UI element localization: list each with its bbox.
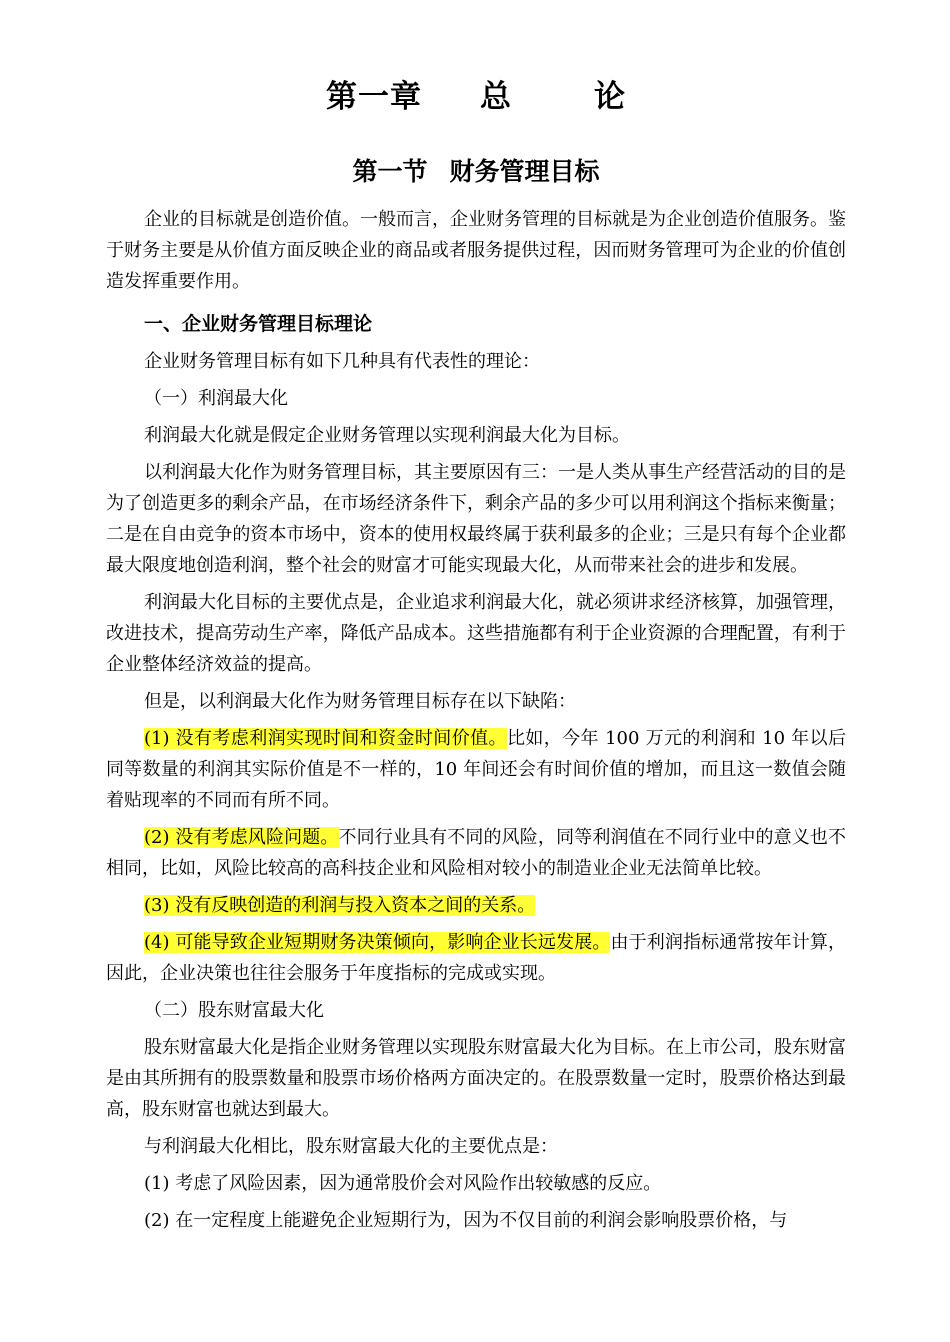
paragraph-profit-advantages: 利润最大化目标的主要优点是，企业追求利润最大化，就必须讲求经济核算，加强管理，改进技术，提高劳动生产率，降低产品成本。这些措施都有利于企业资源的合理配置，有利于企业整体经济效益的提高。 bbox=[106, 592, 846, 675]
section-title bbox=[106, 154, 846, 190]
paragraph-shareholder-advantages-intro: 与利润最大化相比，股东财富最大化的主要优点是： bbox=[144, 1136, 558, 1157]
advantage-item-2: (2) 在一定程度上能避免企业短期行为，因为不仅目前的利润会影响股票价格，与 bbox=[144, 1210, 788, 1231]
highlighted-text: (2) 没有考虑风险问题。 bbox=[144, 827, 339, 848]
highlighted-text: (3) 没有反映创造的利润与投入资本之间的关系。 bbox=[144, 895, 536, 916]
paragraph-profit-definition: 利润最大化就是假定企业财务管理以实现利润最大化为目标。 bbox=[144, 425, 630, 446]
paragraph-theories-intro: 企业财务管理目标有如下几种具有代表性的理论： bbox=[144, 351, 540, 372]
highlighted-text: (4) 可能导致企业短期财务决策倾向，影响企业长远发展。 bbox=[144, 932, 611, 953]
advantage-item-1: (1) 考虑了风险因素，因为通常股价会对风险作出较敏感的反应。 bbox=[144, 1173, 662, 1194]
paragraph-profit-defects-intro: 但是，以利润最大化作为财务管理目标存在以下缺陷： bbox=[144, 691, 576, 712]
chapter-title bbox=[106, 74, 846, 120]
defect-item-1-detail: 比如，今年 100 万元的利润和 10 年以后同等数量的利润其实际价值是不一样的，10 年间还会有时间价值的增加，而且这一数值会随着贴现率的不同而有所不同。 bbox=[106, 728, 846, 811]
highlighted-text: (1) 没有考虑利润实现时间和资金时间价值。 bbox=[144, 728, 507, 749]
document-page bbox=[106, 70, 846, 1236]
defect-item-1 bbox=[106, 723, 846, 816]
defect-item-3 bbox=[106, 890, 846, 921]
chapter-number: 第一章 bbox=[326, 79, 422, 115]
heading-financial-goal-theory: 一、企业财务管理目标理论 bbox=[144, 313, 373, 335]
section-name: 财务管理目标 bbox=[449, 157, 600, 186]
subheading-shareholder-wealth: （二）股东财富最大化 bbox=[144, 1000, 324, 1021]
defect-item-4-detail: 由于利润指标通常按年计算，因此，企业决策也往往会服务于年度指标的完成或实现。 bbox=[106, 932, 847, 984]
subheading-profit-maximization: （一）利润最大化 bbox=[144, 388, 288, 409]
defect-item-2 bbox=[106, 822, 846, 884]
paragraph-profit-reasons: 以利润最大化作为财务管理目标，其主要原因有三：一是人类从事生产经营活动的目的是为了创造更多的剩余产品，在市场经济条件下，剩余产品的多少可以用利润这个指标来衡量；二是在自由竞争的资本市场中，资本的使用权最终属于获利最多的企业；三是只有每个企业都最大限度地创造利润，整个社会的财富才可能实现最大化，从而带来社会的进步和发展。 bbox=[106, 462, 846, 576]
defect-item-2-detail: 不同行业具有不同的风险，同等利润值在不同行业中的意义也不相同，比如，风险比较高的高科技企业和风险相对较小的制造业企业无法简单比较。 bbox=[106, 827, 847, 879]
paragraph-shareholder-definition: 股东财富最大化是指企业财务管理以实现股东财富最大化为目标。在上市公司，股东财富是由其所拥有的股票数量和股票市场价格两方面决定的。在股票数量一定时，股票价格达到最高，股东财富也就达到最大。 bbox=[106, 1037, 846, 1120]
section-number: 第一节 bbox=[352, 157, 428, 186]
chapter-title-word-1: 总 bbox=[480, 79, 512, 115]
chapter-title-word-2: 论 bbox=[594, 79, 626, 115]
defect-item-4 bbox=[106, 927, 846, 989]
intro-paragraph: 企业的目标就是创造价值。一般而言，企业财务管理的目标就是为企业创造价值服务。鉴于财务主要是从价值方面反映企业的商品或者服务提供过程，因而财务管理可为企业的价值创造发挥重要作用。 bbox=[106, 209, 846, 292]
